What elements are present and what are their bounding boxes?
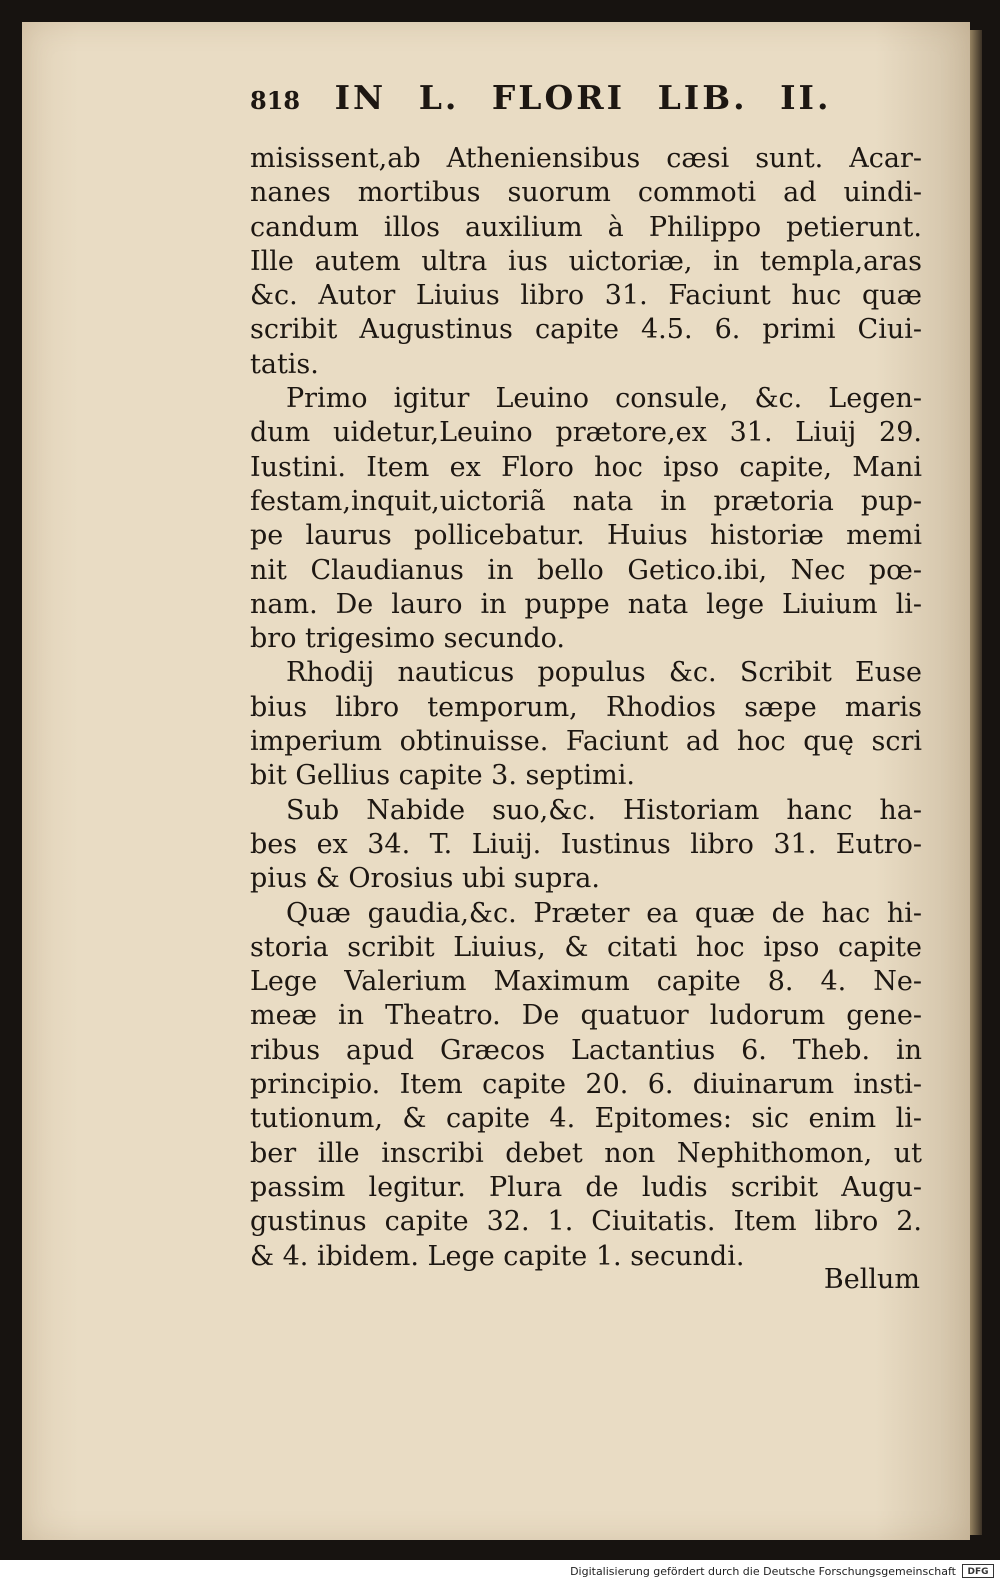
- text-line: ber ille inscribi debet non Nephithomon, ut: [250, 1137, 922, 1169]
- text-line: pe laurus pollicebatur. Huius historiæ memi: [250, 520, 922, 552]
- text-line: Quæ gaudia,&c. Præter ea quæ de hac hi-: [286, 897, 922, 929]
- text-line: ribus apud Græcos Lactantius 6. Theb. in: [250, 1034, 922, 1066]
- text-line: tutionum, & capite 4. Epitomes: sic enim li-: [250, 1103, 922, 1135]
- running-title: IN L. FLORI LIB. II.: [334, 78, 832, 117]
- text-line: nanes mortibus suorum commoti ad uindi-: [250, 177, 922, 209]
- text-line: storia scribit Liuius, & citati hoc ipso capite: [250, 931, 922, 963]
- text-line: dum uidetur,Leuino prætore,ex 31. Liuij 29.: [250, 417, 922, 449]
- text-line: nit Claudianus in bello Getico.ibi, Nec pœ-: [250, 554, 922, 586]
- running-head: [250, 78, 890, 124]
- text-line: bes ex 34. T. Liuij. Iustinus libro 31. Eutro-: [250, 828, 922, 860]
- text-line: & 4. ibidem. Lege capite 1. secundi.: [250, 1240, 745, 1272]
- text-line: pius & Orosius ubi supra.: [250, 863, 600, 895]
- text-line: nam. De lauro in puppe nata lege Liuium li-: [250, 588, 922, 620]
- text-line: bro trigesimo secundo.: [250, 623, 565, 655]
- text-line: &c. Autor Liuius libro 31. Faciunt huc quæ: [250, 280, 922, 312]
- text-line: Ille autem ultra ius uictoriæ, in templa,aras: [250, 245, 922, 277]
- text-line: tatis.: [250, 348, 319, 380]
- text-line: imperium obtinuisse. Faciunt ad hoc quę scri: [250, 726, 922, 758]
- text-line: principio. Item capite 20. 6. diuinarum insti-: [250, 1069, 922, 1101]
- text-line: passim legitur. Plura de ludis scribit Augu-: [250, 1171, 922, 1203]
- footer-credit: Digitalisierung gefördert durch die Deutsche Forschungsgemeinschaft: [570, 1565, 956, 1578]
- catchword: Bellum: [823, 1264, 920, 1295]
- text-line: Iustini. Item ex Floro hoc ipso capite, Mani: [250, 451, 922, 483]
- text-line: scribit Augustinus capite 4.5. 6. primi Ciui-: [250, 314, 922, 346]
- page-number: 818: [250, 86, 301, 115]
- text-line: Rhodij nauticus populus &c. Scribit Euse: [286, 657, 922, 689]
- text-line: meæ in Theatro. De quatuor ludorum gene-: [250, 1000, 922, 1032]
- text-line: Primo igitur Leuino consule, &c. Legen-: [286, 383, 922, 415]
- text-line: Sub Nabide suo,&c. Historiam hanc ha-: [286, 794, 922, 826]
- text-line: gustinus capite 32. 1. Ciuitatis. Item libro 2.: [250, 1206, 922, 1238]
- text-line: festam,inquit,uictoriã nata in prætoria pup-: [250, 485, 922, 517]
- body-text: [250, 142, 922, 1274]
- text-line: bius libro temporum, Rhodios sæpe maris: [250, 691, 922, 723]
- text-line: misissent,ab Atheniensibus cæsi sunt. Acar-: [250, 143, 922, 174]
- text-line: bit Gellius capite 3. septimi.: [250, 760, 635, 792]
- text-line: Lege Valerium Maximum capite 8. 4. Ne-: [250, 966, 922, 998]
- dfg-logo: DFG: [962, 1564, 994, 1578]
- text-line: candum illos auxilium à Philippo petierunt.: [250, 211, 922, 243]
- footer-bar: [0, 1560, 1000, 1584]
